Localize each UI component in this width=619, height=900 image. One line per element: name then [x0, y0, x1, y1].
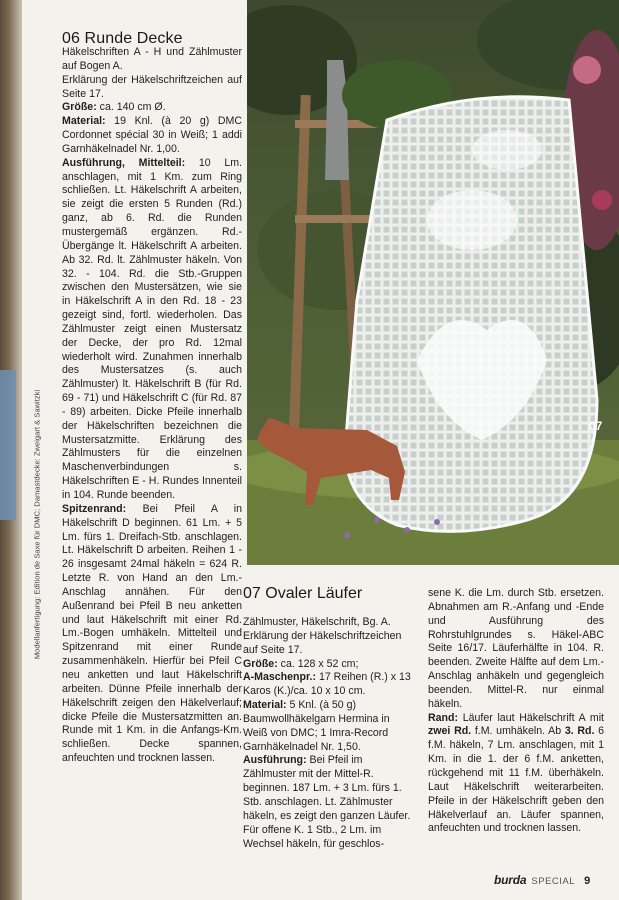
page-footer [494, 873, 590, 887]
execution-label: Ausführung: [243, 754, 307, 767]
facing-page-edge [0, 0, 22, 900]
execution-text: 10 Lm. anschlagen, mit 1 Km. zum Ring schließen. Lt. Häkelschrift A arbeiten, sie zeigt die ersten 5 Runden (Rd.) ganz, ab 6. Rd. die Runden mustergemäß ergänzen. Rd.-Übergänge lt. Häkelschrift A arbeiten. Ab 32. Rd. lt. Zählmuster häkeln. Von 32. - 104. Rd. die Stb.-Gruppen zwischen den Mustersätzen, wie sie in Häkelschrift A in den Rd. 18 - 23 gezeigt sind, fortl. wiederholen. Das Zählmuster zeigt einen Mustersatz der Decke, der pro Rd. 12mal wiederholt wird. Zunahmen innerhalb des Mustersatzes (s. auch Zählmuster) lt. Häkelschrift B (für Rd. 69 - 71) und Häkelschrift C (für Rd. 87 - 89) arbeiten. Dicke Pfeile innerhalb der Häkelschriften bezeichnen die Mustersatzmitte. Erklärung des Zählmusters für die einzelnen Maschenverbindungen s. Häkelschriften E - H. Rundes Innenteil in 104. Runde beenden. [62, 156, 242, 501]
material-line [243, 699, 416, 754]
explain: Erklärung der Häkelschriftzeichen auf Seite 17. [62, 73, 242, 100]
material-text: 5 Knl. (à 50 g) Baumwollhäkelgarn Hermina in Weiß von DMC; 1 Imra-Record Garnhäkelnadel Nr. 1,50. [243, 699, 390, 753]
material-text: 19 Knl. (à 20 g) DMC Cordonnet spécial 30 in Weiß; 1 addi Garnhäkelnadel Nr. 1,00. [62, 115, 242, 155]
continued-text: sene K. die Lm. durch Stb. ersetzen. Abnahmen am R.-Anfang und -Ende und Ausführung des Rohrstuhlgrundes s. Häkel-ABC Seite 16/17. Läuferhälfte in 104. R. beenden. Zweite Hälfte auf dem Lm.-Anschlag anhäkeln und gegengleich beenden. Mittel-R. nur einmal häkeln. [428, 587, 604, 710]
gauge-label: A-Maschenpr.: [243, 671, 316, 684]
size-label: Größe: [243, 657, 278, 670]
edge-label: Spitzenrand: [62, 502, 127, 515]
edge-line [428, 712, 604, 837]
size-text: ca. 128 x 52 cm; [277, 657, 359, 670]
edge-bold-2: 3. Rd. [564, 725, 595, 738]
material-label: Material: [62, 115, 106, 128]
article-title-06: 06 Runde Decke [62, 30, 183, 47]
edge-text: Bei Pfeil A in Häkelschrift D beginnen. 61 Lm. + 5 Lm. fürs 1. Dreifach-Stb. anschlagen. Lt. Häkelschrift D arbeiten. Reihen 1 - 26 insgesamt 24mal häkeln = 624 R. Letzte R. von Hand an den Lm.-Anschlag annähen. Für den Außenrand bei Pfeil B neu anketten und laut Häkelschrift mit einer Rd. Lm.-Bogen umhäkeln. Mittelteil und Spitzenrand mit einer Runde zusammenhäkeln. Hierfür bei Pfeil C neu anketten und laut Häkelschrift arbeiten. Dünne Pfeile innerhalb der Häkelschrift zeigen den Häkelverlauf; dicke Pfeile die Mustersatzmitten an. Runde mit 1 Km. in die Anfangs-Km. schließen. Decke spannen, anfeuchten und trocknen lassen. [62, 502, 242, 765]
series-name: SPECIAL [531, 876, 576, 887]
edge-text-3: 6 f.M. häkeln, 7 Lm. anschlagen, mit 1 Km. in die 1. der 6 f.M. anketten, rückgehend mit 11 f.M. überhäkeln. Laut Häkelschrift weiterarbeiten. Pfeile in der Häkelschrift geben den Häkelverlauf an. Läufer spannen, anfeuchten und trocknen lassen. [428, 725, 604, 835]
material-line [62, 115, 242, 157]
article-07-text-col1 [243, 616, 416, 851]
gauge-line [243, 671, 416, 699]
edge-text-1: Läufer laut Häkelschrift A mit [458, 711, 604, 724]
brand-logo: burda [494, 873, 527, 887]
edge-bold-1: zwei Rd. [428, 725, 472, 738]
article-07-text-col2 [428, 587, 604, 836]
product-photo [247, 0, 619, 565]
intro: Häkelschriften A - H und Zählmuster auf Bogen A. [62, 46, 242, 72]
article-title-07: 07 Ovaler Läufer [243, 585, 363, 602]
photo-credit [27, 360, 42, 700]
edge-label: Rand: [428, 711, 459, 724]
execution-line [243, 754, 416, 851]
size-line [62, 101, 242, 115]
size-label: Größe: [62, 101, 97, 114]
photo-number: 07 [589, 419, 603, 433]
edge-line [62, 503, 242, 766]
article-06-text [62, 46, 242, 766]
page-number: 9 [584, 875, 591, 887]
intro: Zählmuster, Häkelschrift, Bg. A. Erklärung der Häkelschriftzeichen auf Seite 17. [243, 616, 402, 656]
size-text: ca. 140 cm Ø. [96, 101, 166, 114]
photo-credit-text: Modellanfertigung: Edition de Saxe für DMC; Damastdecke: Zweigart & Sawitzki [32, 389, 42, 660]
edge-text-2: f.M. umhäkeln. Ab [471, 725, 565, 738]
gauge-text: 17 Reihen (R.) x 13 Karos (K.)/ca. 10 x 10 cm. [243, 671, 411, 698]
size-line [243, 658, 416, 672]
execution-text: Bei Pfeil im Zählmuster mit der Mittel-R. beginnen. 187 Lm. + 3 Lm. fürs 1. Stb. anschlagen. Lt. Zählmuster häkeln, es zeigt den ganzen Läufer. Für offene K. 1 Stb., 2 Lm. im Wechsel häkeln, für geschlos- [243, 754, 411, 850]
execution-label: Ausführung, Mittelteil: [62, 156, 186, 169]
material-label: Material: [243, 699, 287, 712]
execution-line [62, 157, 242, 503]
